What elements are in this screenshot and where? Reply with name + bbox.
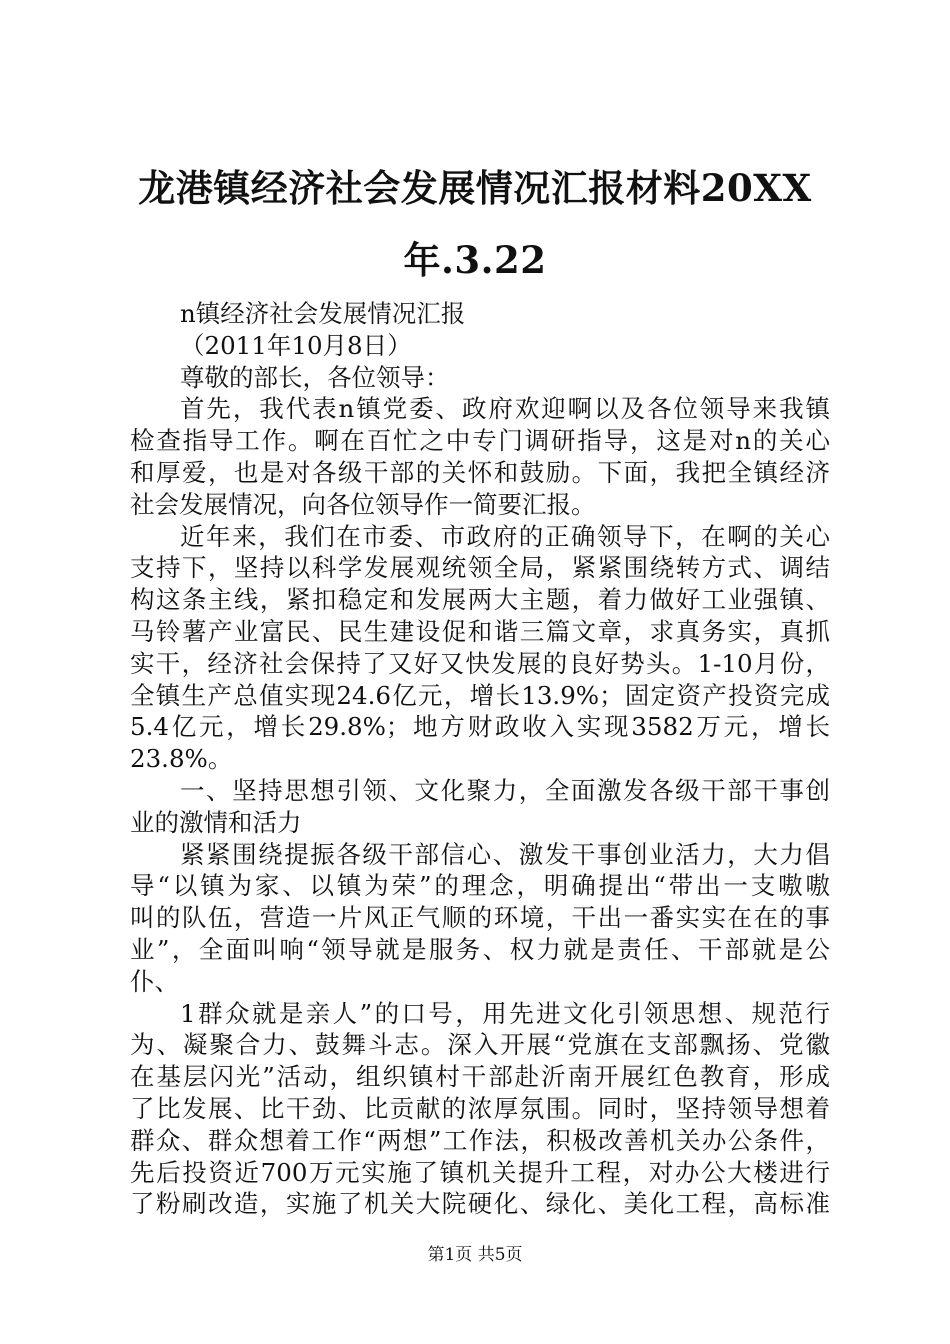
- body-text-line: 了粉刷改造，实施了机关大院硬化、绿化、美化工程，高标准: [130, 1189, 830, 1219]
- body-text-line: 一、坚持思想引领、文化聚力，全面激发各级干部干事创: [180, 775, 830, 805]
- body-text-line: 社会发展情况，向各位领导作一简要汇报。: [130, 489, 596, 519]
- body-text-line: 全镇生产总值实现24.6亿元，增长13.9%；固定资产投资完成: [130, 680, 830, 710]
- body-text-line: 群众、群众想着工作“两想”工作法，积极改善机关办公条件，: [130, 1125, 830, 1155]
- body-text-line: （2011年10月8日）: [180, 330, 412, 360]
- body-text-line: 近年来，我们在市委、市政府的正确领导下，在啊的关心: [180, 521, 830, 551]
- page-footer: 第1页 共5页: [427, 1245, 523, 1265]
- body-text-line: 了比发展、比干劲、比贡献的浓厚氛围。同时，坚持领导想着: [130, 1093, 830, 1123]
- body-text-line: 构这条主线，紧扣稳定和发展两大主题，着力做好工业强镇、: [130, 585, 830, 615]
- body-text-line: 5.4亿元，增长29.8%；地方财政收入实现3582万元，增长: [130, 712, 830, 742]
- body-text-line: 尊敬的部长，各位领导：: [180, 362, 450, 392]
- body-text-line: 实干，经济社会保持了又好又快发展的良好势头。1-10月份，: [130, 648, 830, 678]
- body-text-line: 紧紧围绕提振各级干部信心、激发干事创业活力，大力倡: [180, 839, 830, 869]
- document-title-line-2: 年.3.22: [403, 238, 547, 282]
- body-text-line: 和厚爱，也是对各级干部的关怀和鼓励。下面，我把全镇经济: [130, 457, 830, 487]
- document-title-line-1: 龙港镇经济社会发展情况汇报材料20XX: [138, 166, 812, 210]
- body-text-line: 检查指导工作。啊在百忙之中专门调研指导，这是对n的关心: [130, 426, 830, 456]
- body-text-line: 导“以镇为家、以镇为荣”的理念，明确提出“带出一支嗷嗷: [130, 871, 830, 901]
- body-text-line: 为、凝聚合力、鼓舞斗志。深入开展“党旗在支部飘扬、党徽: [130, 1030, 830, 1060]
- body-text-line: 叫的队伍，营造一片风正气顺的环境，干出一番实实在在的事: [130, 903, 830, 933]
- body-text-line: 仆、: [130, 966, 179, 996]
- body-text-line: 首先，我代表n镇党委、政府欢迎啊以及各位领导来我镇: [180, 394, 830, 424]
- body-text-line: 马铃薯产业富民、民生建设促和谐三篇文章，求真务实，真抓: [130, 616, 830, 646]
- body-text-line: 业的激情和活力: [130, 807, 302, 837]
- body-text-line: 支持下，坚持以科学发展观统领全局，紧紧围绕转方式、调结: [130, 553, 830, 583]
- body-text-line: 业”，全面叫响“领导就是服务、权力就是责任、干部就是公: [130, 934, 830, 964]
- document-body: [130, 298, 830, 1220]
- body-text-line: 在基层闪光”活动，组织镇村干部赴沂南开展红色教育，形成: [130, 1062, 830, 1092]
- body-text-line: n镇经济社会发展情况汇报: [180, 299, 466, 328]
- body-text-line: 1群众就是亲人”的口号，用先进文化引领思想、规范行: [180, 998, 830, 1028]
- body-text-line: 先后投资近700万元实施了镇机关提升工程，对办公大楼进行: [130, 1157, 830, 1187]
- body-text-line: 23.8%。: [130, 744, 233, 774]
